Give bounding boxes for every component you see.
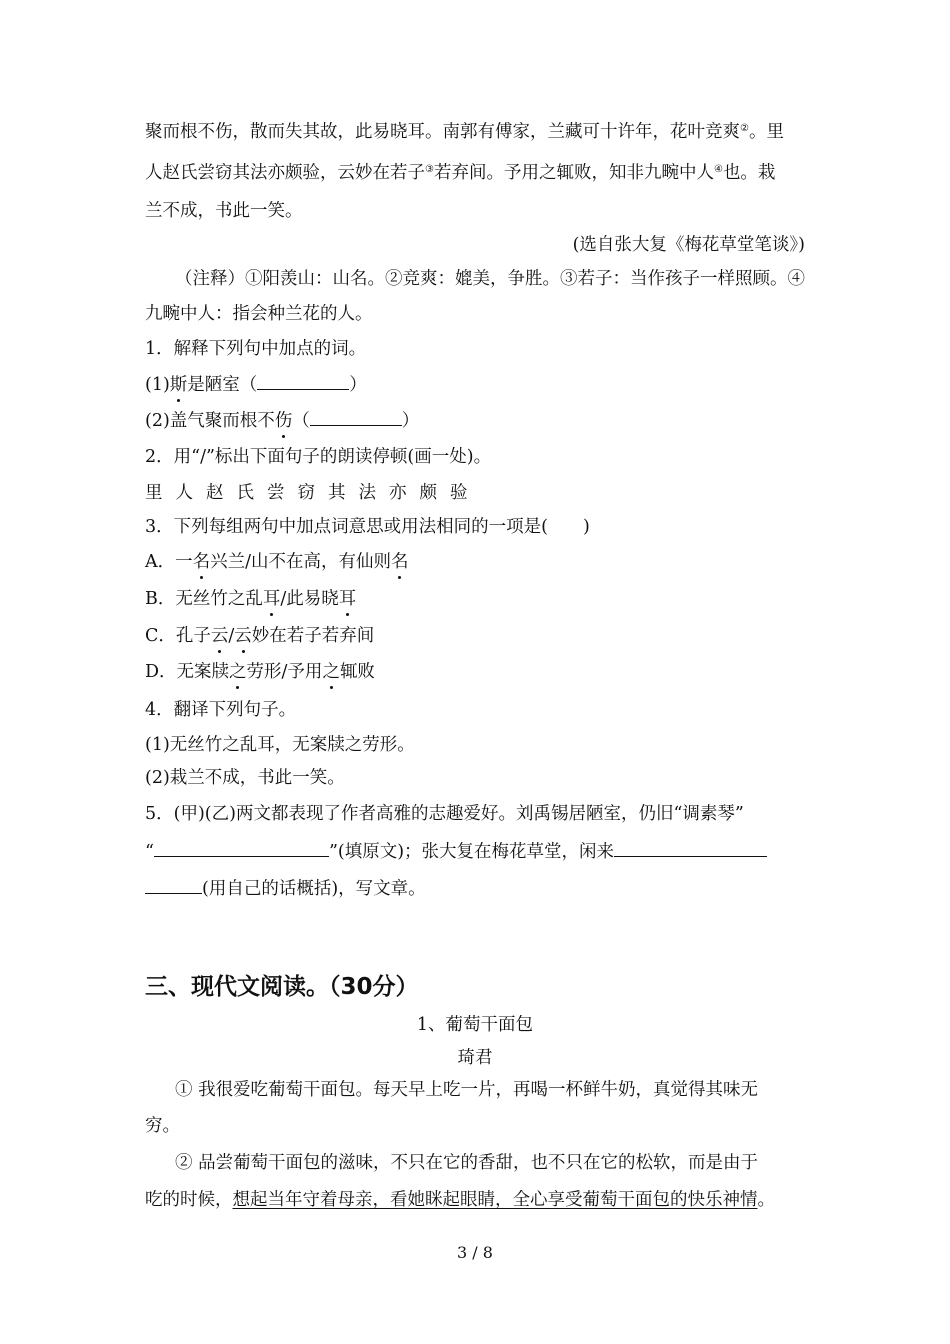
paragraph-line: 穷。 xyxy=(145,1116,180,1136)
underlined-sentence: 想起当年守着母亲，看她眯起眼睛，全心享受葡萄干面包的快乐神情 xyxy=(232,1190,758,1210)
option-c: C．孔子云/云妙在若子若弃间 xyxy=(145,626,375,646)
question-5-line: “ ”(填原文)；张大复在梅花草堂，闲来 xyxy=(145,839,767,864)
article-title: 1、葡萄干面包 xyxy=(416,1015,534,1035)
question-2-sentence: 里人赵氏尝窃其法亦颇验 xyxy=(145,483,481,503)
question-1-1: (1)斯是陋室（ ） xyxy=(145,372,367,397)
question-4-1: (1)无丝竹之乱耳，无案牍之劳形。 xyxy=(145,735,415,755)
question-5: 5．(甲)(乙)两文都表现了作者高雅的志趣爱好。刘禹锡居陋室，仍旧“调素琴” xyxy=(145,804,744,824)
section-heading: 三、现代文阅读。（30分） xyxy=(145,974,419,1000)
question-2: 2．用“/”标出下面句子的朗读停顿(画一处)。 xyxy=(145,447,492,467)
page-number: 3 / 8 xyxy=(457,1243,493,1262)
paragraph-line: 吃的时候，想起当年守着母亲，看她眯起眼睛，全心享受葡萄干面包的快乐神情。 xyxy=(145,1190,775,1210)
answer-blank[interactable] xyxy=(154,839,329,857)
answer-blank[interactable] xyxy=(257,372,349,390)
answer-blank[interactable] xyxy=(310,408,402,426)
notes-line: 九畹中人：指会种兰花的人。 xyxy=(145,304,373,324)
passage-line: 聚而根不伤，散而失其故，此易晓耳。南郭有傅家，兰藏可十许年，花叶竞爽②。里 xyxy=(145,122,784,142)
question-1-2: (2)盖气聚而根不伤（ ） xyxy=(145,408,419,433)
notes-line: （注释）①阳羡山：山名。②竞爽：媲美，争胜。③若子：当作孩子一样照顾。④ xyxy=(175,269,805,289)
passage-source: (选自张大复《梅花草堂笔谈》) xyxy=(572,235,805,255)
question-5-line: (用自己的话概括)，写文章。 xyxy=(145,876,426,901)
answer-blank[interactable] xyxy=(614,839,767,857)
question-4-2: (2)栽兰不成，书此一笑。 xyxy=(145,768,345,788)
passage-line: 人赵氏尝窃其法亦颇验，云妙在若子③若弃间。予用之辄败，知非九畹中人④也。栽 xyxy=(145,163,776,183)
question-3: 3．下列每组两句中加点词意思或用法相同的一项是( ) xyxy=(145,517,590,537)
question-4: 4．翻译下列句子。 xyxy=(145,700,297,720)
option-b: B．无丝竹之乱耳/此易晓耳 xyxy=(145,589,357,609)
option-d: D．无案牍之劳形/予用之辄败 xyxy=(145,662,375,682)
article-author: 琦君 xyxy=(457,1048,493,1068)
paragraph-line: ② 品尝葡萄干面包的滋味，不只在它的香甜，也不只在它的松软，而是由于 xyxy=(175,1153,759,1173)
answer-blank[interactable] xyxy=(145,876,202,894)
option-a: A．一名兴兰/山不在高，有仙则名 xyxy=(145,552,409,572)
paragraph-line: ① 我很爱吃葡萄干面包。每天早上吃一片，再喝一杯鲜牛奶，真觉得其味无 xyxy=(175,1080,759,1100)
question-1: 1．解释下列句中加点的词。 xyxy=(145,339,367,359)
passage-line: 兰不成，书此一笑。 xyxy=(145,201,303,221)
